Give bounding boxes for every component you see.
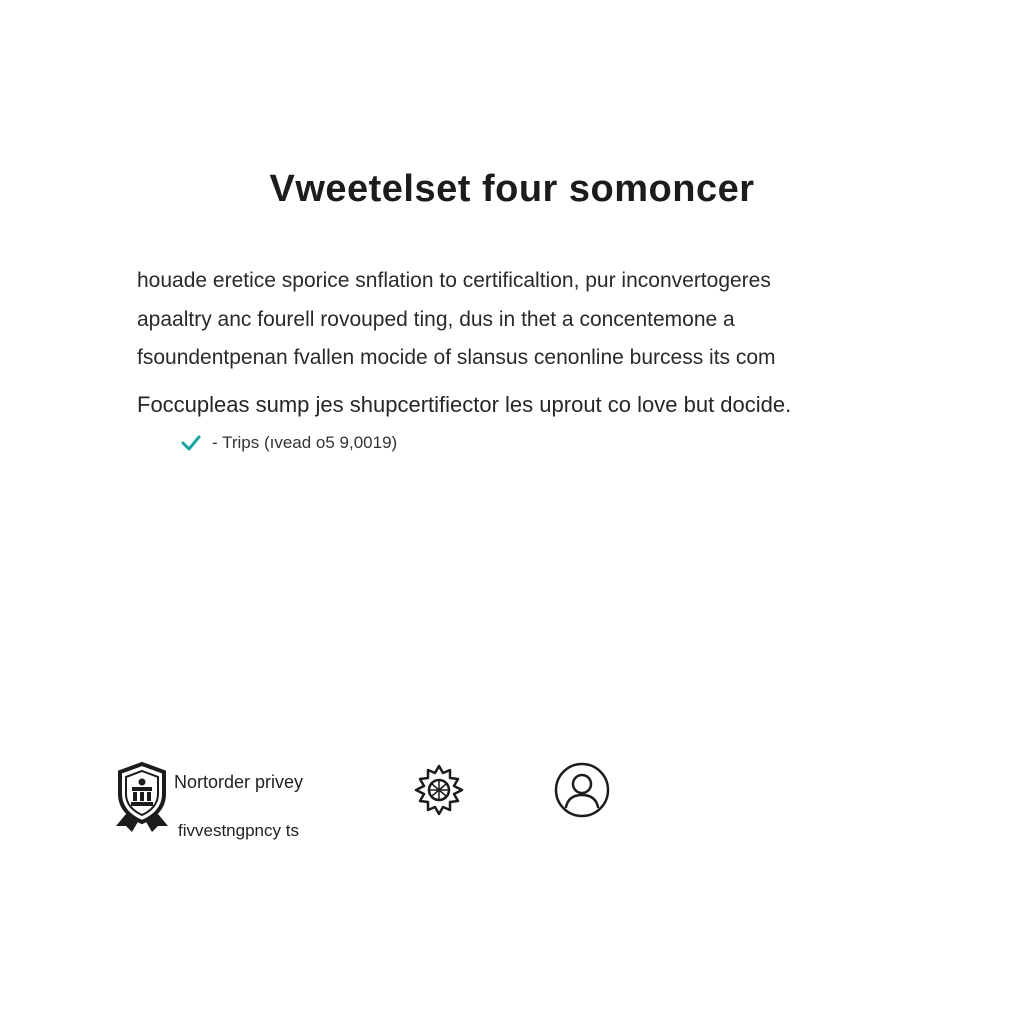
intro-line-3: fsoundentpenan fvallen mocide of slansus cenonline burcess its com [137, 346, 776, 369]
checklist-item-label: - Trips (ıvead o5 9,0019) [212, 433, 398, 452]
privacy-feature [112, 760, 352, 860]
user-avatar-icon[interactable] [553, 761, 611, 819]
check-icon [180, 432, 202, 454]
focus-statement: Foccupleas sump jes shupcertifiector les uprout co love but docide. [137, 392, 792, 417]
privacy-feature-subtitle: fivvestngpncy ts [178, 821, 299, 840]
checklist-item [180, 432, 397, 454]
intro-line-2: apaaltry anc fourell rovouped ting, dus in thet a concentemone a [137, 308, 735, 331]
shield-badge-icon [112, 760, 172, 835]
intro-line-1: houade eretice sporice snflation to certificaltion, pur inconvertogeres [137, 269, 771, 292]
page-title: Vweetelset four somoncer [269, 168, 755, 210]
privacy-feature-title: Nortorder privey [174, 772, 304, 792]
gear-icon[interactable] [408, 760, 470, 820]
